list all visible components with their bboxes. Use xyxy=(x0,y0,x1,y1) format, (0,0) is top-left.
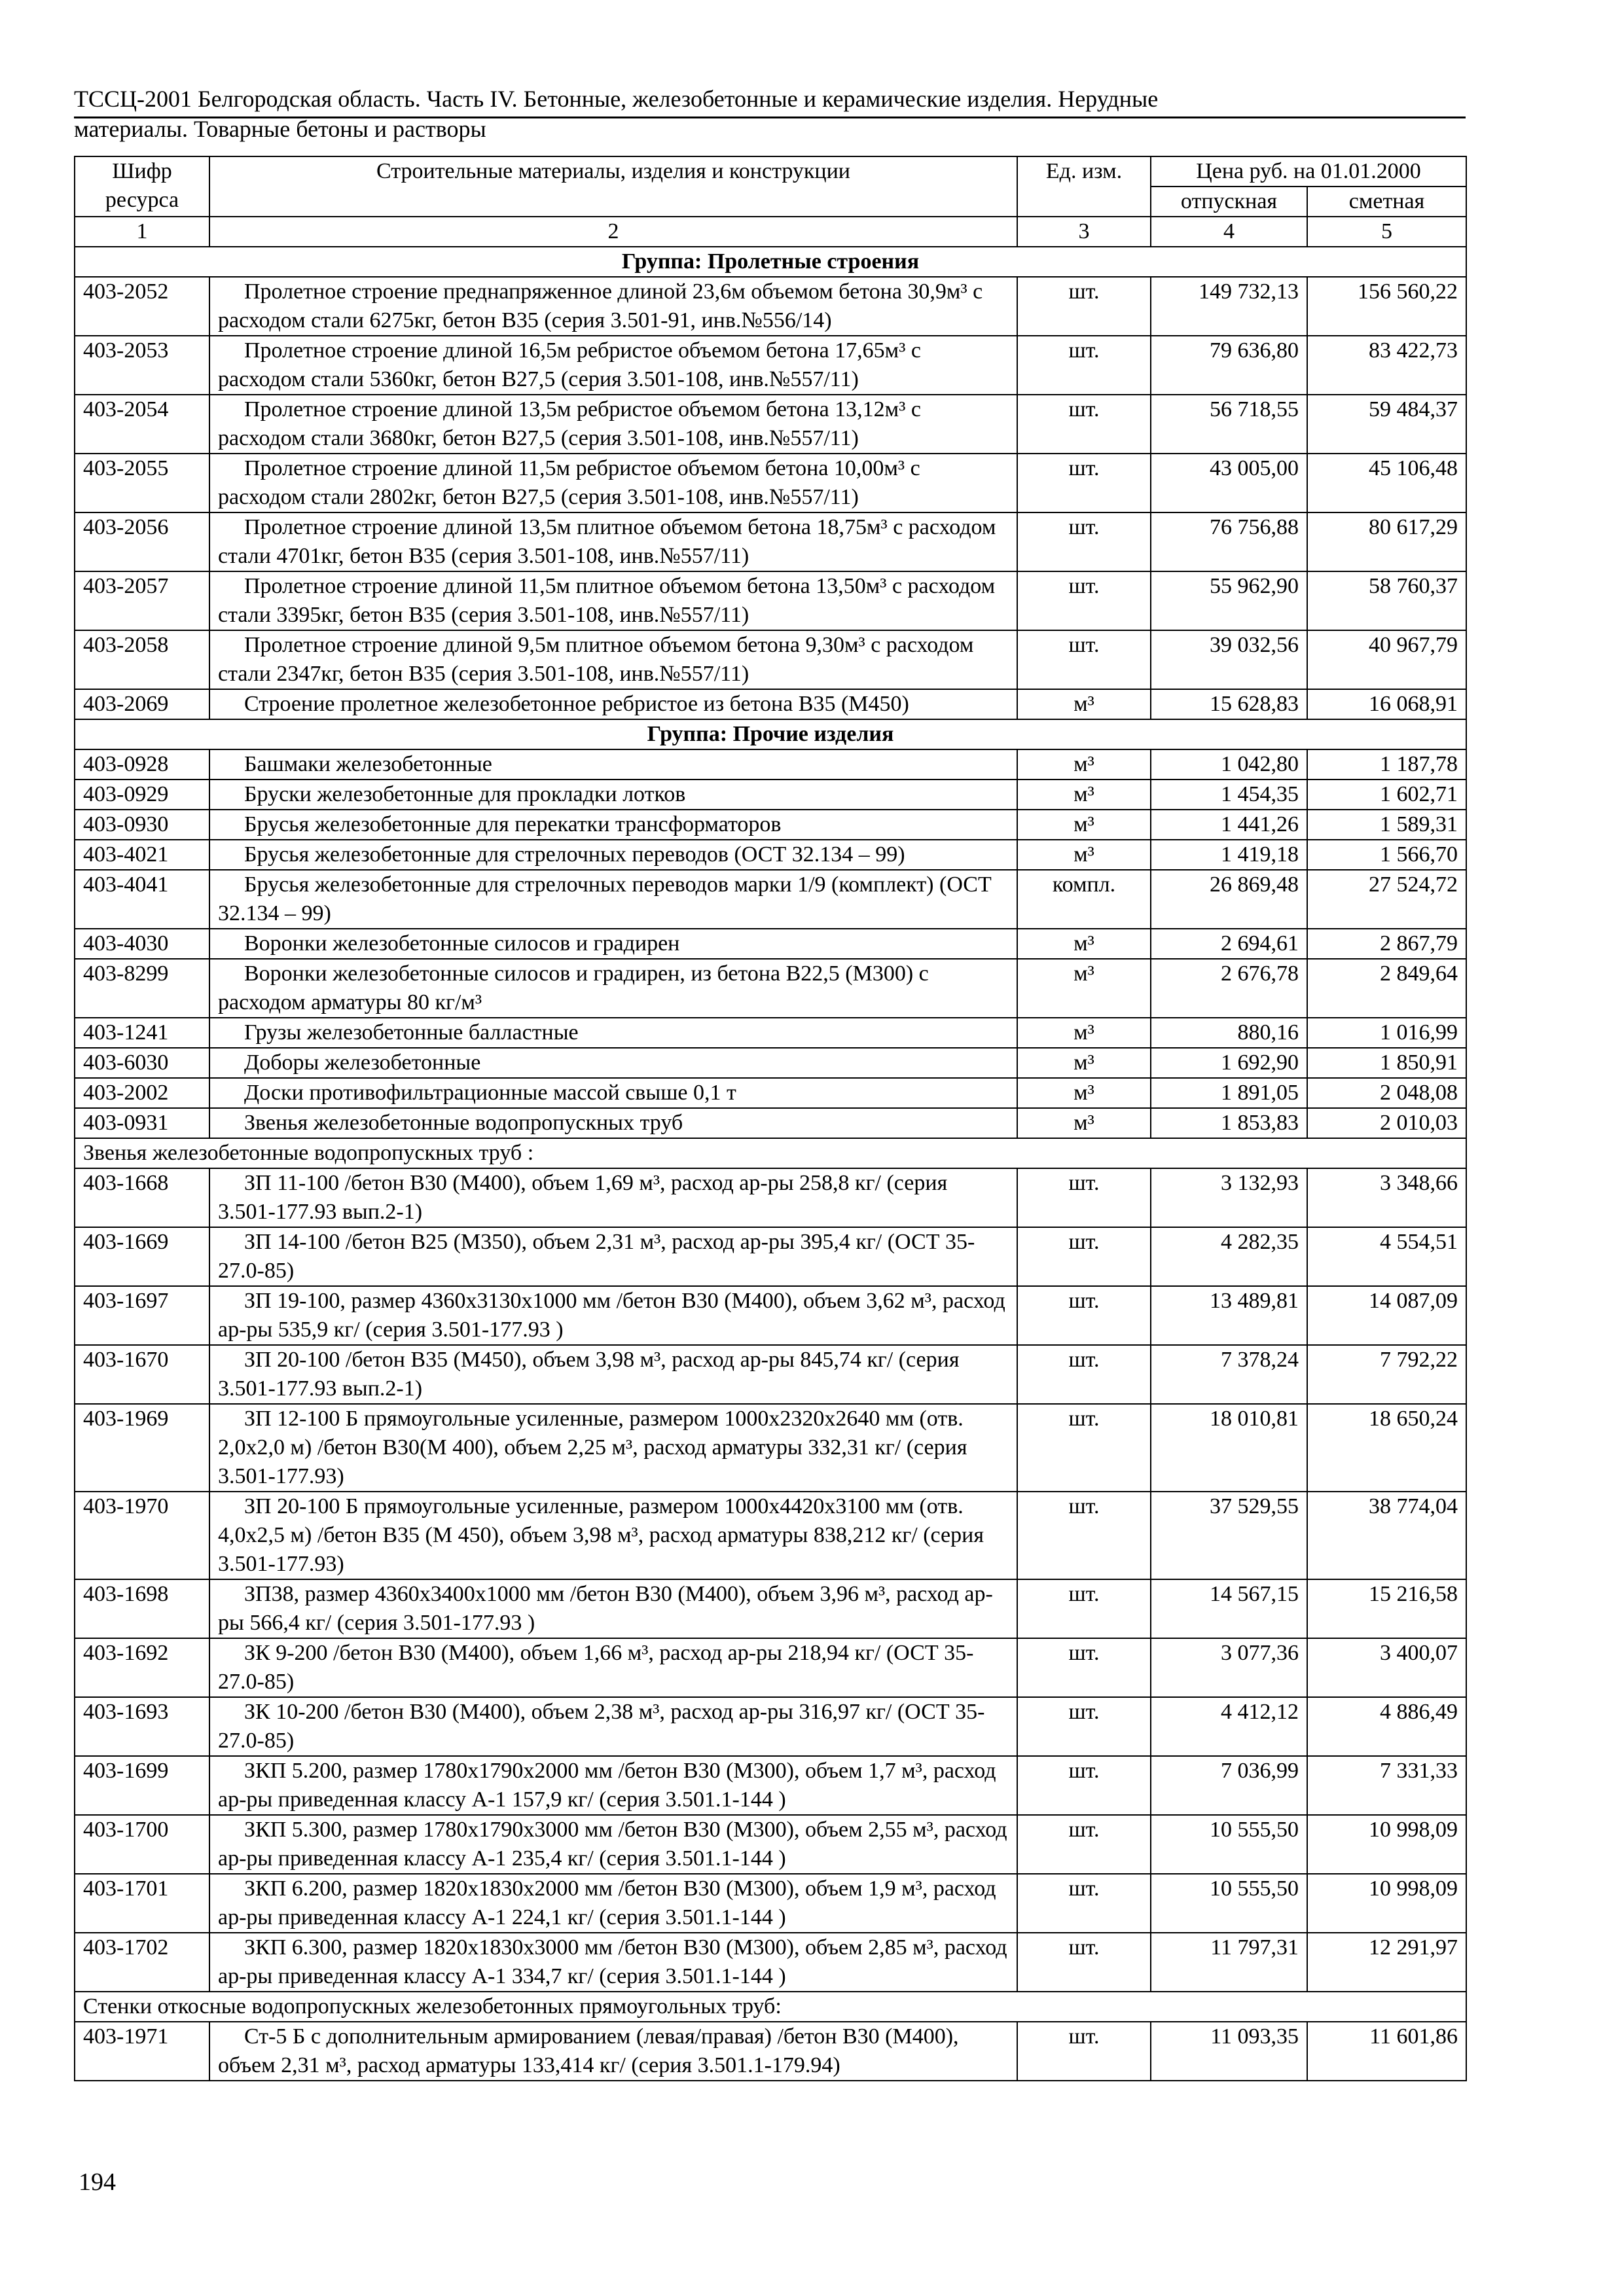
estimate-price: 2 048,08 xyxy=(1307,1078,1466,1108)
table-row xyxy=(75,1492,1466,1579)
release-price: 1 454,35 xyxy=(1151,780,1307,810)
release-price: 1 692,90 xyxy=(1151,1048,1307,1078)
resource-code: 403-0930 xyxy=(75,810,209,840)
header-unit: Ед. изм. xyxy=(1017,156,1151,217)
resource-code: 403-0928 xyxy=(75,749,209,780)
subgroup-title: Стенки откосные водопропускных железобетонных прямоугольных труб: xyxy=(75,1992,1466,2022)
resource-code: 403-2053 xyxy=(75,336,209,395)
estimate-price: 14 087,09 xyxy=(1307,1286,1466,1345)
release-price: 149 732,13 xyxy=(1151,277,1307,336)
material-name: ЗК 9-200 /бетон В30 (М400), объем 1,66 м³, расход ар-ры 218,94 кг/ (ОСТ 35-27.0-85) xyxy=(209,1638,1017,1697)
table-row xyxy=(75,336,1466,395)
material-name: ЗП 14-100 /бетон В25 (М350), объем 2,31 м³, расход ар-ры 395,4 кг/ (ОСТ 35-27.0-85) xyxy=(209,1227,1017,1286)
table-row xyxy=(75,689,1466,719)
resource-code: 403-1669 xyxy=(75,1227,209,1286)
unit-of-measure: шт. xyxy=(1017,1492,1151,1579)
estimate-price: 80 617,29 xyxy=(1307,512,1466,571)
column-number: 3 xyxy=(1017,217,1151,247)
material-name: ЗП 19-100, размер 4360х3130х1000 мм /бетон В30 (М400), объем 3,62 м³, расход ар-ры 535,9 кг/ (серия 3.501-177.93 ) xyxy=(209,1286,1017,1345)
unit-of-measure: м³ xyxy=(1017,959,1151,1018)
header-line-2: материалы. Товарные бетоны и растворы xyxy=(74,116,486,142)
material-name: Пролетное строение длиной 13,5м ребристое объемом бетона 13,12м³ с расходом стали 3680кг, бетон В27,5 (серия 3.501-108, инв.№557/11) xyxy=(209,395,1017,454)
release-price: 55 962,90 xyxy=(1151,571,1307,630)
release-price: 15 628,83 xyxy=(1151,689,1307,719)
unit-of-measure: шт. xyxy=(1017,1756,1151,1815)
table-row xyxy=(75,1078,1466,1108)
release-price: 1 853,83 xyxy=(1151,1108,1307,1138)
header-code: Шифр ресурса xyxy=(75,156,209,217)
unit-of-measure: м³ xyxy=(1017,749,1151,780)
table-row xyxy=(75,512,1466,571)
column-number: 1 xyxy=(75,217,209,247)
estimate-price: 15 216,58 xyxy=(1307,1579,1466,1638)
subgroup-heading-row xyxy=(75,1138,1466,1168)
column-number-row xyxy=(75,217,1466,247)
estimate-price: 1 016,99 xyxy=(1307,1018,1466,1048)
unit-of-measure: шт. xyxy=(1017,630,1151,689)
release-price: 1 441,26 xyxy=(1151,810,1307,840)
table-row xyxy=(75,959,1466,1018)
material-name: Брусья железобетонные для стрелочных переводов марки 1/9 (комплект) (ОСТ 32.134 – 99) xyxy=(209,870,1017,929)
material-name: Бруски железобетонные для прокладки лотков xyxy=(209,780,1017,810)
estimate-price: 40 967,79 xyxy=(1307,630,1466,689)
release-price: 43 005,00 xyxy=(1151,454,1307,512)
unit-of-measure: м³ xyxy=(1017,810,1151,840)
unit-of-measure: компл. xyxy=(1017,870,1151,929)
material-name: Брусья железобетонные для перекатки трансформаторов xyxy=(209,810,1017,840)
material-name: ЗП 20-100 /бетон В35 (М450), объем 3,98 м³, расход ар-ры 845,74 кг/ (серия 3.501-177.93 вып.2-1) xyxy=(209,1345,1017,1404)
unit-of-measure: шт. xyxy=(1017,454,1151,512)
unit-of-measure: шт. xyxy=(1017,571,1151,630)
material-name: Доски противофильтрационные массой свыше 0,1 т xyxy=(209,1078,1017,1108)
unit-of-measure: шт. xyxy=(1017,1933,1151,1992)
resource-code: 403-2069 xyxy=(75,689,209,719)
table-row xyxy=(75,1345,1466,1404)
document-header xyxy=(74,84,1456,144)
resource-code: 403-0931 xyxy=(75,1108,209,1138)
release-price: 3 132,93 xyxy=(1151,1168,1307,1227)
resource-code: 403-1700 xyxy=(75,1815,209,1874)
release-price: 13 489,81 xyxy=(1151,1286,1307,1345)
release-price: 10 555,50 xyxy=(1151,1815,1307,1874)
release-price: 26 869,48 xyxy=(1151,870,1307,929)
header-line-1: ТССЦ-2001 Белгородская область. Часть IV. Бетонные, железобетонные и керамические изделия. Нерудные xyxy=(74,86,1159,112)
estimate-price: 1 850,91 xyxy=(1307,1048,1466,1078)
unit-of-measure: шт. xyxy=(1017,2022,1151,2081)
material-name: ЗКП 6.300, размер 1820х1830х3000 мм /бетон В30 (М300), объем 2,85 м³, расход ар-ры приведенная классу А-1 334,7 кг/ (серия 3.501.1-144 ) xyxy=(209,1933,1017,1992)
estimate-price: 10 998,09 xyxy=(1307,1874,1466,1933)
estimate-price: 4 554,51 xyxy=(1307,1227,1466,1286)
resource-code: 403-2056 xyxy=(75,512,209,571)
table-row xyxy=(75,1933,1466,1992)
unit-of-measure: шт. xyxy=(1017,1286,1151,1345)
estimate-price: 45 106,48 xyxy=(1307,454,1466,512)
release-price: 39 032,56 xyxy=(1151,630,1307,689)
resource-code: 403-4041 xyxy=(75,870,209,929)
group-heading-row xyxy=(75,247,1466,277)
material-name: ЗКП 6.200, размер 1820х1830х2000 мм /бетон В30 (М300), объем 1,9 м³, расход ар-ры приведенная классу А-1 224,1 кг/ (серия 3.501.1-144 ) xyxy=(209,1874,1017,1933)
estimate-price: 59 484,37 xyxy=(1307,395,1466,454)
resource-code: 403-1692 xyxy=(75,1638,209,1697)
unit-of-measure: м³ xyxy=(1017,689,1151,719)
material-name: Доборы железобетонные xyxy=(209,1048,1017,1078)
material-name: Пролетное строение преднапряженное длиной 23,6м объемом бетона 30,9м³ с расходом стали 6275кг, бетон В35 (серия 3.501-91, инв.№556/14) xyxy=(209,277,1017,336)
material-name: ЗП 12-100 Б прямоугольные усиленные, размером 1000х2320х2640 мм (отв. 2,0х2,0 м) /бетон В30(М 400), объем 2,25 м³, расход арматуры 332,31 кг/ (серия 3.501-177.93) xyxy=(209,1404,1017,1492)
resource-code: 403-2002 xyxy=(75,1078,209,1108)
resource-code: 403-6030 xyxy=(75,1048,209,1078)
table-row xyxy=(75,870,1466,929)
estimate-price: 38 774,04 xyxy=(1307,1492,1466,1579)
material-name: ЗКП 5.200, размер 1780х1790х2000 мм /бетон В30 (М300), объем 1,7 м³, расход ар-ры приведенная классу А-1 157,9 кг/ (серия 3.501.1-144 ) xyxy=(209,1756,1017,1815)
material-name: Башмаки железобетонные xyxy=(209,749,1017,780)
estimate-price: 2 849,64 xyxy=(1307,959,1466,1018)
resource-code: 403-1701 xyxy=(75,1874,209,1933)
material-name: Пролетное строение длиной 9,5м плитное объемом бетона 9,30м³ с расходом стали 2347кг, бетон В35 (серия 3.501-108, инв.№557/11) xyxy=(209,630,1017,689)
unit-of-measure: шт. xyxy=(1017,512,1151,571)
header-name: Строительные материалы, изделия и конструкции xyxy=(209,156,1017,217)
material-name: Пролетное строение длиной 11,5м плитное объемом бетона 13,50м³ с расходом стали 3395кг, бетон В35 (серия 3.501-108, инв.№557/11) xyxy=(209,571,1017,630)
price-table xyxy=(74,156,1467,2081)
unit-of-measure: шт. xyxy=(1017,1168,1151,1227)
table-row xyxy=(75,1227,1466,1286)
resource-code: 403-1670 xyxy=(75,1345,209,1404)
material-name: Пролетное строение длиной 13,5м плитное объемом бетона 18,75м³ с расходом стали 4701кг, бетон В35 (серия 3.501-108, инв.№557/11) xyxy=(209,512,1017,571)
subgroup-heading-row xyxy=(75,1992,1466,2022)
estimate-price: 3 400,07 xyxy=(1307,1638,1466,1697)
estimate-price: 16 068,91 xyxy=(1307,689,1466,719)
estimate-price: 7 792,22 xyxy=(1307,1345,1466,1404)
resource-code: 403-1702 xyxy=(75,1933,209,1992)
resource-code: 403-8299 xyxy=(75,959,209,1018)
material-name: ЗК 10-200 /бетон В30 (М400), объем 2,38 м³, расход ар-ры 316,97 кг/ (ОСТ 35-27.0-85) xyxy=(209,1697,1017,1756)
estimate-price: 1 589,31 xyxy=(1307,810,1466,840)
column-number: 4 xyxy=(1151,217,1307,247)
table-row xyxy=(75,1815,1466,1874)
release-price: 3 077,36 xyxy=(1151,1638,1307,1697)
table-row xyxy=(75,1168,1466,1227)
table-row xyxy=(75,1579,1466,1638)
table-row xyxy=(75,1697,1466,1756)
table-row xyxy=(75,277,1466,336)
material-name: Грузы железобетонные балластные xyxy=(209,1018,1017,1048)
group-title: Группа: Прочие изделия xyxy=(75,719,1466,749)
unit-of-measure: шт. xyxy=(1017,336,1151,395)
header-rule xyxy=(74,117,1466,118)
group-title: Группа: Пролетные строения xyxy=(75,247,1466,277)
table-row xyxy=(75,1108,1466,1138)
resource-code: 403-2058 xyxy=(75,630,209,689)
resource-code: 403-1697 xyxy=(75,1286,209,1345)
release-price: 7 378,24 xyxy=(1151,1345,1307,1404)
header-price-release: отпускная xyxy=(1151,187,1307,217)
material-name: Пролетное строение длиной 11,5м ребристое объемом бетона 10,00м³ с расходом стали 2802кг, бетон В27,5 (серия 3.501-108, инв.№557/11) xyxy=(209,454,1017,512)
release-price: 2 676,78 xyxy=(1151,959,1307,1018)
material-name: ЗКП 5.300, размер 1780х1790х3000 мм /бетон В30 (М300), объем 2,55 м³, расход ар-ры приведенная классу А-1 235,4 кг/ (серия 3.501.1-144 ) xyxy=(209,1815,1017,1874)
header-price: Цена руб. на 01.01.2000 xyxy=(1151,156,1466,187)
table-row xyxy=(75,1048,1466,1078)
estimate-price: 83 422,73 xyxy=(1307,336,1466,395)
estimate-price: 27 524,72 xyxy=(1307,870,1466,929)
release-price: 10 555,50 xyxy=(1151,1874,1307,1933)
estimate-price: 1 566,70 xyxy=(1307,840,1466,870)
unit-of-measure: м³ xyxy=(1017,1018,1151,1048)
estimate-price: 12 291,97 xyxy=(1307,1933,1466,1992)
estimate-price: 2 010,03 xyxy=(1307,1108,1466,1138)
unit-of-measure: м³ xyxy=(1017,840,1151,870)
table-row xyxy=(75,1404,1466,1492)
table-row xyxy=(75,780,1466,810)
release-price: 1 891,05 xyxy=(1151,1078,1307,1108)
unit-of-measure: шт. xyxy=(1017,1345,1151,1404)
release-price: 880,16 xyxy=(1151,1018,1307,1048)
release-price: 11 797,31 xyxy=(1151,1933,1307,1992)
table-row xyxy=(75,571,1466,630)
table-row xyxy=(75,1874,1466,1933)
material-name: Пролетное строение длиной 16,5м ребристое объемом бетона 17,65м³ с расходом стали 5360кг, бетон В27,5 (серия 3.501-108, инв.№557/11) xyxy=(209,336,1017,395)
release-price: 11 093,35 xyxy=(1151,2022,1307,2081)
resource-code: 403-1241 xyxy=(75,1018,209,1048)
resource-code: 403-2055 xyxy=(75,454,209,512)
table-row xyxy=(75,1638,1466,1697)
table-header-row xyxy=(75,156,1466,187)
table-row xyxy=(75,454,1466,512)
resource-code: 403-1971 xyxy=(75,2022,209,2081)
resource-code: 403-2057 xyxy=(75,571,209,630)
estimate-price: 2 867,79 xyxy=(1307,929,1466,959)
estimate-price: 156 560,22 xyxy=(1307,277,1466,336)
material-name: ЗП 20-100 Б прямоугольные усиленные, размером 1000х4420х3100 мм (отв. 4,0х2,5 м) /бетон В35 (М 450), объем 3,98 м³, расход арматуры 838,212 кг/ (серия 3.501-177.93) xyxy=(209,1492,1017,1579)
release-price: 76 756,88 xyxy=(1151,512,1307,571)
release-price: 7 036,99 xyxy=(1151,1756,1307,1815)
unit-of-measure: шт. xyxy=(1017,395,1151,454)
release-price: 18 010,81 xyxy=(1151,1404,1307,1492)
release-price: 14 567,15 xyxy=(1151,1579,1307,1638)
table-row xyxy=(75,929,1466,959)
material-name: Воронки железобетонные силосов и градирен, из бетона В22,5 (М300) с расходом арматуры 80 кг/м³ xyxy=(209,959,1017,1018)
resource-code: 403-1970 xyxy=(75,1492,209,1579)
estimate-price: 7 331,33 xyxy=(1307,1756,1466,1815)
resource-code: 403-2054 xyxy=(75,395,209,454)
resource-code: 403-1668 xyxy=(75,1168,209,1227)
release-price: 1 042,80 xyxy=(1151,749,1307,780)
unit-of-measure: м³ xyxy=(1017,929,1151,959)
unit-of-measure: м³ xyxy=(1017,1048,1151,1078)
release-price: 4 412,12 xyxy=(1151,1697,1307,1756)
unit-of-measure: шт. xyxy=(1017,277,1151,336)
resource-code: 403-1699 xyxy=(75,1756,209,1815)
table-row xyxy=(75,395,1466,454)
release-price: 2 694,61 xyxy=(1151,929,1307,959)
unit-of-measure: м³ xyxy=(1017,1108,1151,1138)
material-name: Звенья железобетонные водопропускных труб xyxy=(209,1108,1017,1138)
subgroup-title: Звенья железобетонные водопропускных труб : xyxy=(75,1138,1466,1168)
estimate-price: 58 760,37 xyxy=(1307,571,1466,630)
header-price-estimate: сметная xyxy=(1307,187,1466,217)
release-price: 1 419,18 xyxy=(1151,840,1307,870)
column-number: 2 xyxy=(209,217,1017,247)
table-row xyxy=(75,630,1466,689)
resource-code: 403-1693 xyxy=(75,1697,209,1756)
release-price: 4 282,35 xyxy=(1151,1227,1307,1286)
estimate-price: 1 187,78 xyxy=(1307,749,1466,780)
release-price: 37 529,55 xyxy=(1151,1492,1307,1579)
unit-of-measure: шт. xyxy=(1017,1227,1151,1286)
unit-of-measure: м³ xyxy=(1017,1078,1151,1108)
unit-of-measure: шт. xyxy=(1017,1874,1151,1933)
unit-of-measure: шт. xyxy=(1017,1579,1151,1638)
release-price: 79 636,80 xyxy=(1151,336,1307,395)
table-row xyxy=(75,1756,1466,1815)
column-number: 5 xyxy=(1307,217,1466,247)
material-name: Ст-5 Б с дополнительным армированием (левая/правая) /бетон В30 (М400), объем 2,31 м³, расход арматуры 133,414 кг/ (серия 3.501.1-179.94) xyxy=(209,2022,1017,2081)
unit-of-measure: шт. xyxy=(1017,1638,1151,1697)
table-row xyxy=(75,1286,1466,1345)
unit-of-measure: шт. xyxy=(1017,1697,1151,1756)
material-name: ЗП38, размер 4360х3400х1000 мм /бетон В30 (М400), объем 3,96 м³, расход ар-ры 566,4 кг/ (серия 3.501-177.93 ) xyxy=(209,1579,1017,1638)
resource-code: 403-1969 xyxy=(75,1404,209,1492)
page-number: 194 xyxy=(79,2168,116,2196)
estimate-price: 18 650,24 xyxy=(1307,1404,1466,1492)
material-name: Брусья железобетонные для стрелочных переводов (ОСТ 32.134 – 99) xyxy=(209,840,1017,870)
table-row xyxy=(75,810,1466,840)
material-name: Строение пролетное железобетонное ребристое из бетона В35 (М450) xyxy=(209,689,1017,719)
material-name: ЗП 11-100 /бетон В30 (М400), объем 1,69 м³, расход ар-ры 258,8 кг/ (серия 3.501-177.93 вып.2-1) xyxy=(209,1168,1017,1227)
estimate-price: 11 601,86 xyxy=(1307,2022,1466,2081)
resource-code: 403-2052 xyxy=(75,277,209,336)
unit-of-measure: м³ xyxy=(1017,780,1151,810)
group-heading-row xyxy=(75,719,1466,749)
unit-of-measure: шт. xyxy=(1017,1815,1151,1874)
estimate-price: 3 348,66 xyxy=(1307,1168,1466,1227)
estimate-price: 4 886,49 xyxy=(1307,1697,1466,1756)
resource-code: 403-1698 xyxy=(75,1579,209,1638)
table-row xyxy=(75,749,1466,780)
table-row xyxy=(75,1018,1466,1048)
table-row xyxy=(75,2022,1466,2081)
estimate-price: 1 602,71 xyxy=(1307,780,1466,810)
resource-code: 403-4030 xyxy=(75,929,209,959)
table-row xyxy=(75,840,1466,870)
release-price: 56 718,55 xyxy=(1151,395,1307,454)
material-name: Воронки железобетонные силосов и градирен xyxy=(209,929,1017,959)
resource-code: 403-0929 xyxy=(75,780,209,810)
estimate-price: 10 998,09 xyxy=(1307,1815,1466,1874)
resource-code: 403-4021 xyxy=(75,840,209,870)
unit-of-measure: шт. xyxy=(1017,1404,1151,1492)
